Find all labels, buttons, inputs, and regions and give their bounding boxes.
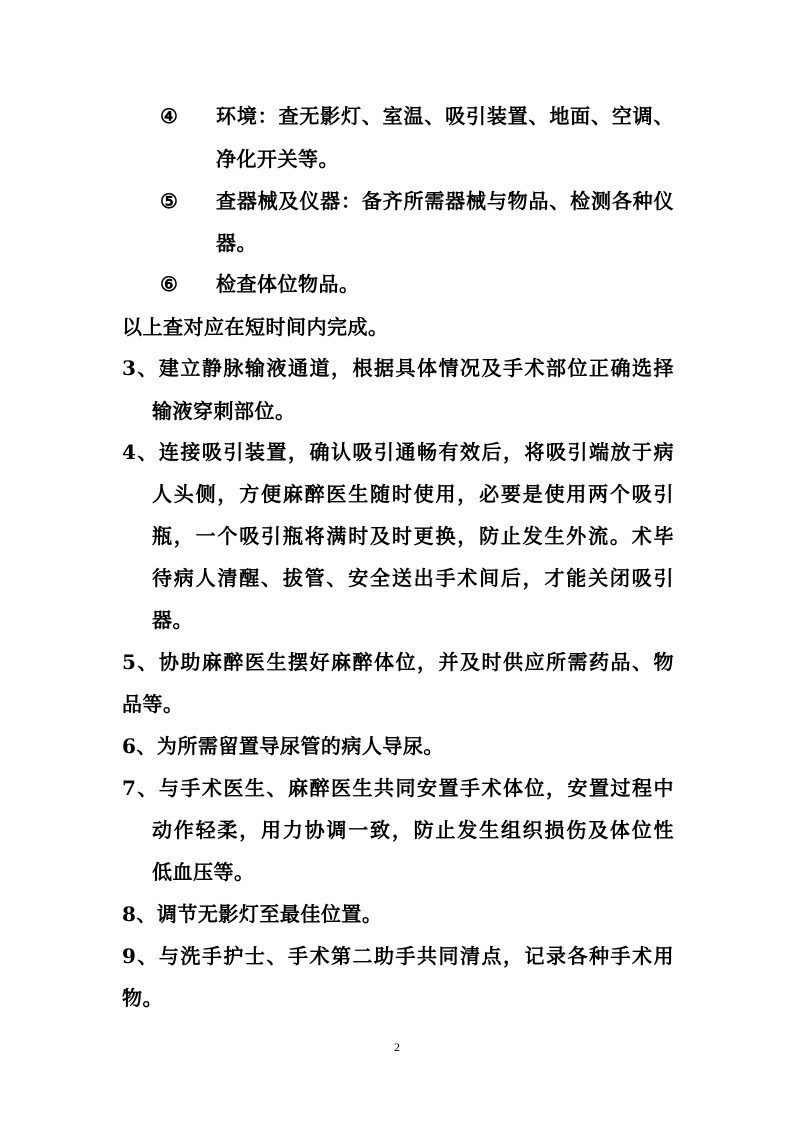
list-item: 人头侧，方便麻醉医生随时使用，必要是使用两个吸引 [152, 482, 674, 506]
page-number: 2 [394, 1040, 400, 1054]
sub-item-marker: ⑤ [160, 189, 178, 213]
sub-item-marker: ⑥ [160, 272, 178, 296]
list-item: 4、连接吸引装置，确认吸引通畅有效后，将吸引端放于病 [122, 440, 674, 464]
list-item: 动作轻柔，用力协调一致，防止发生组织损伤及体位性 [152, 818, 674, 842]
list-item: 9、与洗手护士、手术第二助手共同清点，记录各种手术用 [122, 944, 674, 968]
list-item: 6、为所需留置导尿管的病人导尿。 [122, 734, 444, 758]
list-item: 物。 [122, 986, 163, 1010]
list-item: 瓶，一个吸引瓶将满时及时更换，防止发生外流。术毕 [152, 524, 674, 548]
list-item: 7、与手术医生、麻醉医生共同安置手术体位，安置过程中 [122, 776, 674, 800]
sub-item-marker: ④ [160, 104, 178, 128]
sub-item-text: 器。 [216, 231, 257, 255]
sub-item-text: 净化开关等。 [216, 147, 339, 171]
list-item: 器。 [152, 608, 193, 632]
sub-item-text: 查器械及仪器：备齐所需器械与物品、检测各种仪 [216, 189, 674, 213]
list-item: 8、调节无影灯至最佳位置。 [122, 902, 383, 926]
sub-item-text: 环境：查无影灯、室温、吸引装置、地面、空调、 [216, 104, 674, 128]
list-item: 待病人清醒、拔管、安全送出手术间后，才能关闭吸引 [152, 566, 674, 590]
list-item: 低血压等。 [152, 860, 255, 884]
sub-item-text: 检查体位物品。 [216, 272, 360, 296]
list-item: 输液穿刺部位。 [152, 399, 296, 423]
list-item: 品等。 [122, 692, 184, 716]
summary-text: 以上查对应在短时间内完成。 [122, 315, 389, 339]
list-item: 5、协助麻醉医生摆好麻醉体位，并及时供应所需药品、物 [122, 650, 674, 674]
list-item: 3、建立静脉输液通道，根据具体情况及手术部位正确选择 [122, 356, 674, 380]
